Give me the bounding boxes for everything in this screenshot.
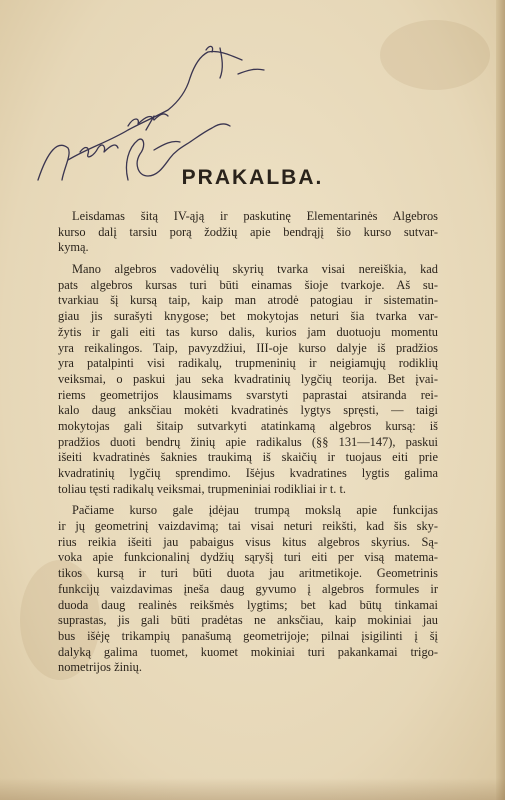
text-line: Leisdamas šitą IV-ąją ir paskutinę Elementarinės Algebros bbox=[72, 209, 438, 223]
text-line: mokytojas gali šitaip sutvarkyti atatinkamą algebros kursą: iš bbox=[58, 418, 438, 433]
paragraph bbox=[58, 209, 438, 256]
page-title: PRAKALBA. bbox=[181, 166, 324, 189]
text-line: pats algebros kursas turi būti einamas šioje tvarkoje. Aš su- bbox=[58, 277, 438, 292]
text-line: kvadratinių lygčių sprendimo. Išėjus kvadratines lygtis galima bbox=[58, 466, 438, 480]
text-line: tikos kursą ir turi būti duota jau aritmetikoje. Geometrinis bbox=[58, 566, 438, 581]
text-line: yra patalpinti visi radikalų, trupmeninių ir neigiamųjų rodiklių bbox=[58, 356, 438, 371]
text-line: veiksmai, o paskui jau seka kvadratinių lygčių teorija. Bet įvai- bbox=[58, 371, 438, 386]
text-line: bus išėję trikampių panašumą geometrijoje; pilnai įsigilinti į šį bbox=[58, 628, 438, 643]
paper-stain bbox=[380, 20, 490, 90]
text-line: ir jų geometrinį vaizdavimą; tai visai neturi reikšti, kad šis sky- bbox=[58, 519, 438, 534]
text-line: nometrijos žinių. bbox=[58, 660, 142, 675]
text-line: Pačiame kurso gale įdėjau trumpą mokslą apie funkcijas bbox=[72, 503, 438, 518]
page-edge bbox=[496, 0, 505, 800]
text-line: išeiti kvadratinės šaknies traukimą iš skaičių ir tuojaus eiti prie bbox=[58, 450, 438, 465]
text-line: tvarkiau šį kursą taip, kaip man atrodė patogiau ir sistematin- bbox=[58, 293, 438, 308]
text-line: yra reikalingos. Taip, pavyzdžiui, III-oje kurso dalyje iš pradžios bbox=[58, 340, 438, 355]
text-line: voka apie funkcionalinį dydžių sąryšį turi eiti per visą matema- bbox=[58, 550, 438, 565]
text-line: Mano algebros vadovėlių skyrių tvarka visai nereiškia, kad bbox=[72, 262, 438, 277]
preface-text bbox=[58, 209, 438, 676]
text-line: žytis ir gali eiti tas kurso dalis, kurios jam duotuoju momentu bbox=[58, 324, 438, 339]
text-line: riems geometrijos klausimams svarstyti paprastai atsiranda rei- bbox=[58, 387, 438, 402]
text-line: suprastas, jis gali būti pradėtas ne anksčiau, kaip mokiniai jau bbox=[58, 613, 438, 628]
text-line: kalo daug anksčiau mokėti kvadratinės lygtys spręsti, — taigi bbox=[58, 403, 438, 418]
text-line: giau jis surašyti knygose; bet mokytojas neturi šia tvarka var- bbox=[58, 309, 438, 324]
text-line: pradžios duoti bendrų žinių apie radikalus (§§ 131—147), paskui bbox=[58, 434, 438, 449]
text-line: toliau tęsti radikalų veiksmai, trupmeniniai rodikliai ir t. t. bbox=[58, 481, 347, 496]
text-line: rius reikia išeiti jau pabaigus visus kitus algebros skyrius. Są- bbox=[58, 534, 438, 549]
text-line: duoda daug realinės reikšmės lygtims; bet kad būtų tinkamai bbox=[58, 597, 438, 612]
paragraph bbox=[58, 262, 438, 497]
paragraph bbox=[58, 503, 438, 676]
text-line: kymą. bbox=[58, 240, 89, 255]
text-line: funkcijų vaizdavimas įneša daug gyvumo į algebros formules ir bbox=[58, 581, 438, 596]
text-line: kurso dalį tarsiu porą žodžių apie bendrąjį šio kurso sutvar- bbox=[58, 224, 438, 239]
page-edge-bottom bbox=[0, 778, 505, 800]
text-line: dalyką galima tuomet, kuomet mokiniai turi pakankamai trigo- bbox=[58, 644, 438, 659]
